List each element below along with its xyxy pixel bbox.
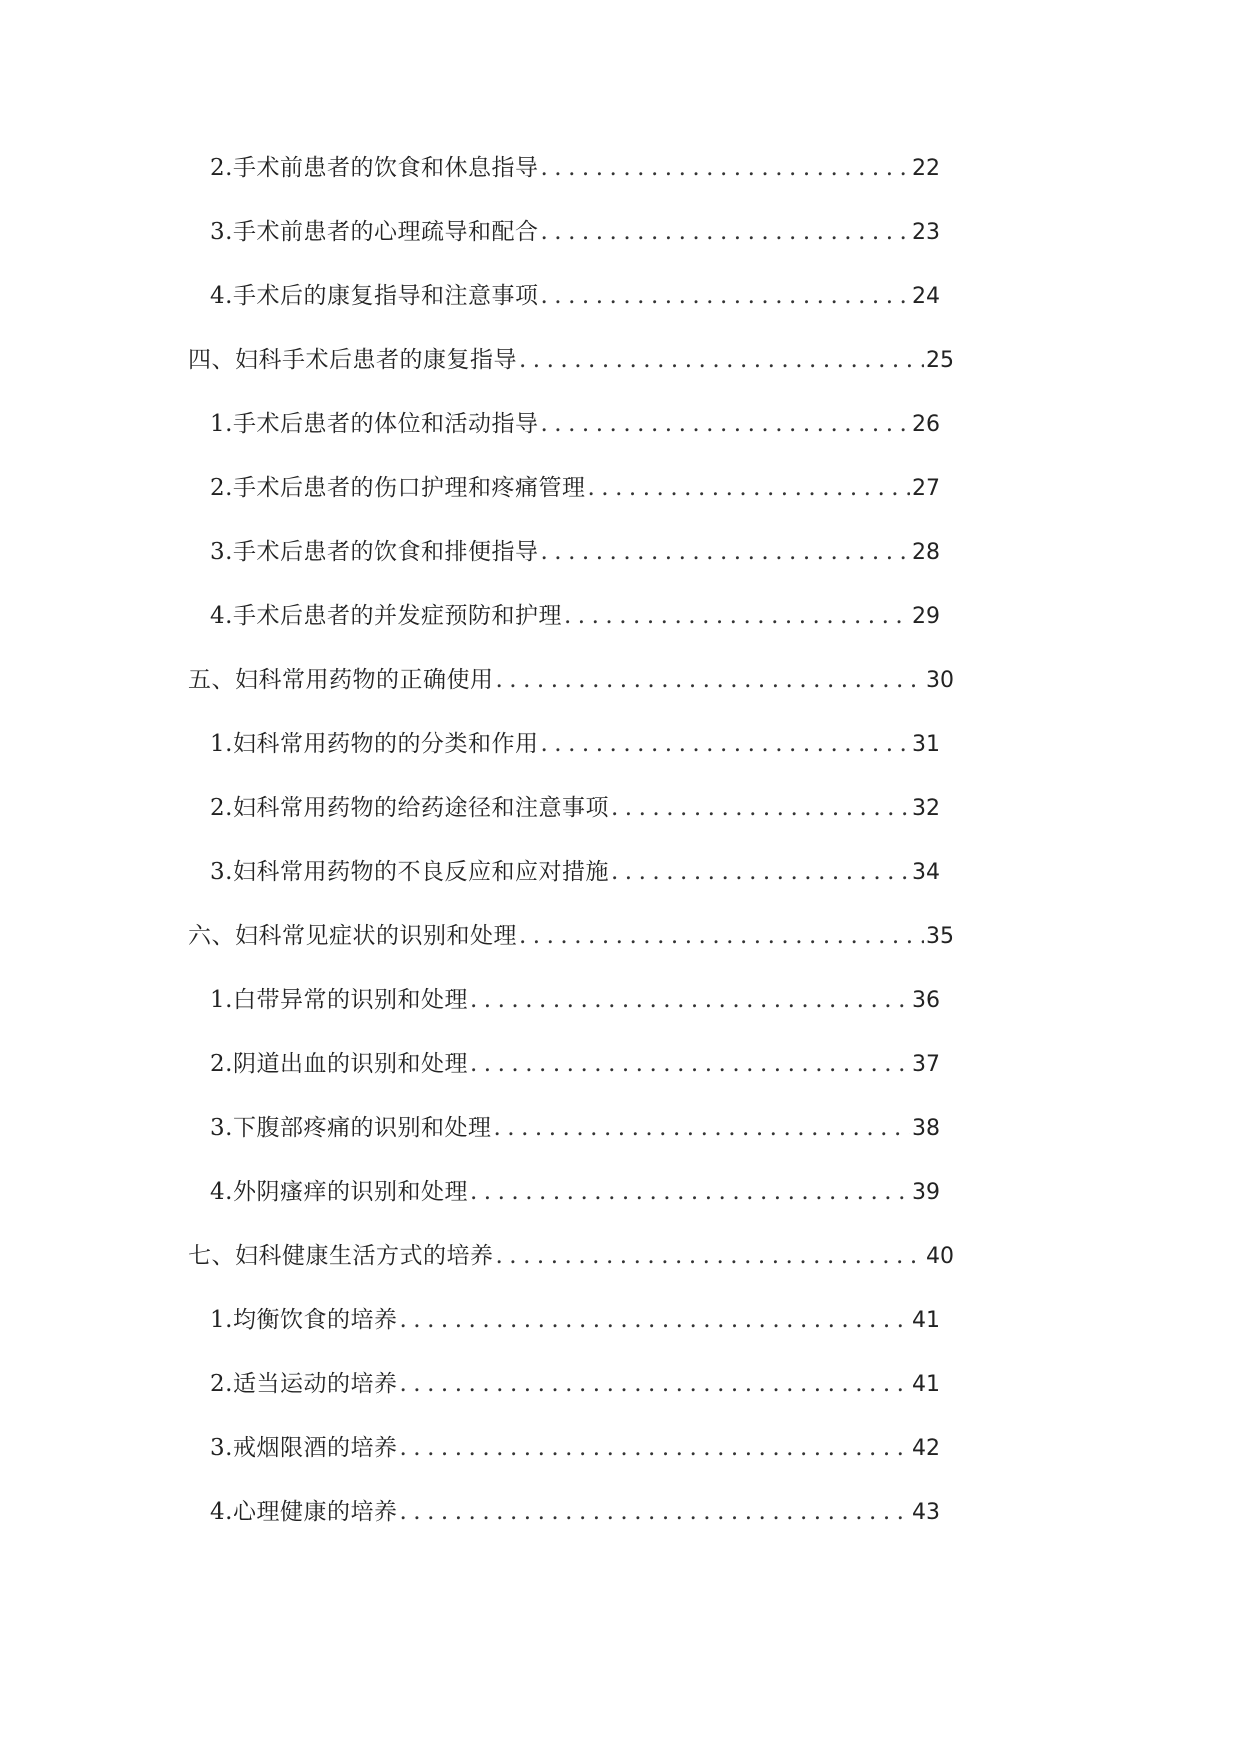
entry-page-number: 22 — [912, 156, 940, 181]
entry-page-number: 32 — [912, 796, 940, 821]
toc-entry[interactable] — [210, 276, 940, 316]
entry-number: 4. — [210, 603, 233, 629]
entry-title: 手术前患者的心理疏导和配合 — [232, 219, 539, 245]
dot-leader — [519, 340, 924, 380]
entry-page-number: 34 — [912, 860, 940, 885]
section-title: 五、妇科常用药物的正确使用 — [188, 667, 494, 693]
entry-number: 1. — [210, 411, 233, 437]
toc-entry[interactable] — [210, 1300, 940, 1340]
toc-entry[interactable] — [210, 1108, 940, 1148]
entry-number: 3. — [210, 539, 233, 565]
dot-leader — [496, 660, 925, 700]
entry-title: 手术后的康复指导和注意事项 — [232, 283, 539, 309]
dot-leader — [470, 1044, 910, 1084]
entry-title: 妇科常用药物的的分类和作用 — [232, 731, 539, 757]
entry-number: 1. — [210, 731, 233, 757]
toc-section-entry[interactable] — [188, 1236, 954, 1276]
dot-leader — [540, 724, 910, 764]
entry-title: 均衡饮食的培养 — [232, 1307, 398, 1333]
dot-leader — [399, 1492, 910, 1532]
entry-title: 手术后患者的并发症预防和护理 — [232, 603, 562, 629]
entry-number: 1. — [210, 987, 233, 1013]
toc-entry[interactable] — [210, 468, 940, 508]
entry-number: 2. — [210, 1051, 233, 1077]
entry-page-number: 36 — [912, 988, 940, 1013]
toc-entry[interactable] — [210, 404, 940, 444]
dot-leader — [496, 1236, 925, 1276]
entry-page-number: 28 — [912, 540, 940, 565]
toc-section-entry[interactable] — [188, 340, 954, 380]
toc-entry[interactable] — [210, 1428, 940, 1468]
entry-title: 手术前患者的饮食和休息指导 — [232, 155, 539, 181]
entry-title: 阴道出血的识别和处理 — [232, 1051, 468, 1077]
entry-number: 3. — [210, 1435, 233, 1461]
entry-title: 戒烟限酒的培养 — [232, 1435, 398, 1461]
entry-page-number: 37 — [912, 1052, 940, 1077]
toc-entry[interactable] — [210, 532, 940, 572]
entry-number: 2. — [210, 475, 233, 501]
toc-entry[interactable] — [210, 1364, 940, 1404]
dot-leader — [540, 404, 910, 444]
entry-page-number: 31 — [912, 732, 940, 757]
toc-entry[interactable] — [210, 148, 940, 188]
entry-number: 3. — [210, 1115, 233, 1141]
dot-leader — [399, 1364, 910, 1404]
entry-number: 3. — [210, 859, 233, 885]
entry-title: 心理健康的培养 — [232, 1499, 398, 1525]
entry-page-number: 35 — [926, 924, 954, 949]
entry-page-number: 43 — [912, 1500, 940, 1525]
dot-leader — [540, 148, 910, 188]
toc-entry[interactable] — [210, 724, 940, 764]
dot-leader — [519, 916, 924, 956]
toc-section-entry[interactable] — [188, 660, 954, 700]
toc-entry[interactable] — [210, 212, 940, 252]
dot-leader — [611, 788, 910, 828]
entry-page-number: 41 — [912, 1308, 940, 1333]
entry-page-number: 38 — [912, 1116, 940, 1141]
entry-page-number: 26 — [912, 412, 940, 437]
dot-leader — [540, 276, 910, 316]
entry-page-number: 24 — [912, 284, 940, 309]
entry-title: 手术后患者的体位和活动指导 — [232, 411, 539, 437]
entry-number: 1. — [210, 1307, 233, 1333]
entry-number: 4. — [210, 1499, 233, 1525]
entry-page-number: 41 — [912, 1372, 940, 1397]
dot-leader — [611, 852, 910, 892]
entry-number: 4. — [210, 1179, 233, 1205]
entry-title: 下腹部疼痛的识别和处理 — [232, 1115, 492, 1141]
entry-title: 妇科常用药物的不良反应和应对措施 — [232, 859, 609, 885]
toc-entry[interactable] — [210, 1492, 940, 1532]
toc-entry[interactable] — [210, 788, 940, 828]
dot-leader — [493, 1108, 910, 1148]
entry-page-number: 39 — [912, 1180, 940, 1205]
section-title: 四、妇科手术后患者的康复指导 — [188, 347, 517, 373]
entry-number: 2. — [210, 795, 233, 821]
entry-title: 适当运动的培养 — [232, 1371, 398, 1397]
toc-entry[interactable] — [210, 596, 940, 636]
entry-page-number: 23 — [912, 220, 940, 245]
dot-leader — [587, 468, 910, 508]
entry-page-number: 29 — [912, 604, 940, 629]
section-title: 七、妇科健康生活方式的培养 — [188, 1243, 494, 1269]
entry-title: 妇科常用药物的给药途径和注意事项 — [232, 795, 609, 821]
entry-title: 手术后患者的伤口护理和疼痛管理 — [232, 475, 586, 501]
dot-leader — [470, 1172, 910, 1212]
entry-page-number: 30 — [926, 668, 954, 693]
entry-number: 3. — [210, 219, 233, 245]
dot-leader — [564, 596, 910, 636]
entry-page-number: 25 — [926, 348, 954, 373]
entry-number: 2. — [210, 1371, 233, 1397]
entry-page-number: 42 — [912, 1436, 940, 1461]
section-title: 六、妇科常见症状的识别和处理 — [188, 923, 517, 949]
toc-section-entry[interactable] — [188, 916, 954, 956]
dot-leader — [399, 1428, 910, 1468]
entry-title: 外阴瘙痒的识别和处理 — [232, 1179, 468, 1205]
toc-entry[interactable] — [210, 852, 940, 892]
dot-leader — [399, 1300, 910, 1340]
entry-number: 2. — [210, 155, 233, 181]
entry-number: 4. — [210, 283, 233, 309]
dot-leader — [540, 532, 910, 572]
toc-entry[interactable] — [210, 1172, 940, 1212]
entry-page-number: 27 — [912, 476, 940, 501]
entry-title: 白带异常的识别和处理 — [232, 987, 468, 1013]
toc-entry[interactable] — [210, 1044, 940, 1084]
dot-leader — [540, 212, 910, 252]
entry-page-number: 40 — [926, 1244, 954, 1269]
entry-title: 手术后患者的饮食和排便指导 — [232, 539, 539, 565]
dot-leader — [470, 980, 910, 1020]
toc-entry[interactable] — [210, 980, 940, 1020]
